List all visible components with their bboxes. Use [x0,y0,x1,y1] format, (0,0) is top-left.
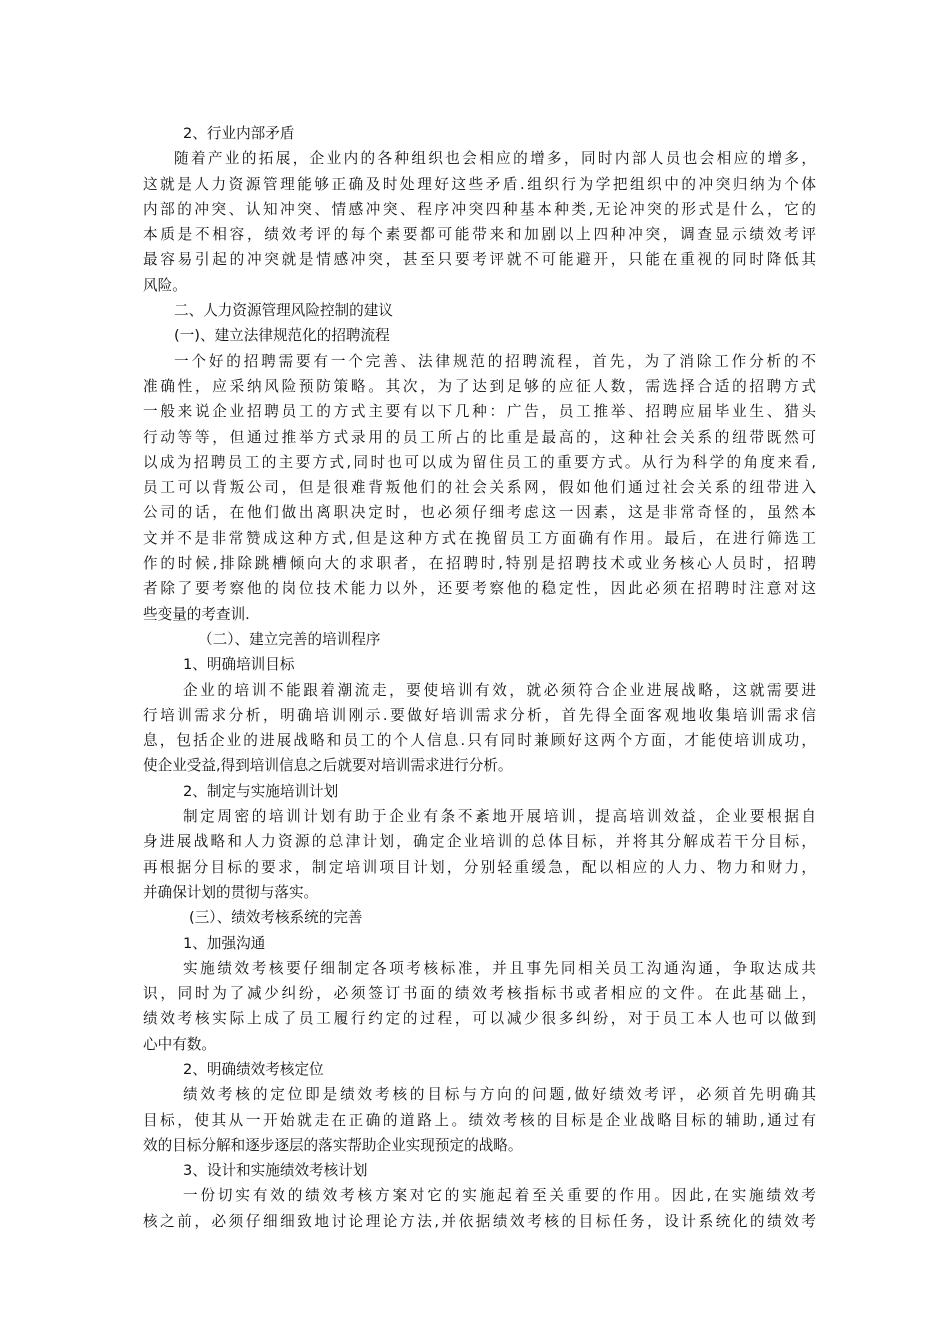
paragraph-line: 企业的培训不能跟着潮流走，要使培训有效，就必须符合企业进展战略，这就需要进 [183,681,816,699]
paragraph-line: 作的时候,排除跳槽倾向大的求职者，在招聘时,特别是招聘技术或业务核心人员时，招聘 [143,555,816,573]
paragraph-line: 识，同时为了减少纠纷，必须签订书面的绩效考核指标书或者相应的文件。在此基础上， [143,985,816,1003]
heading-subsection-2: （二）、建立完善的培训程序 [198,630,381,648]
heading-subsection-3: (三）、绩效考核系统的完善 [189,909,363,927]
heading-positioning: 2、明确绩效考核定位 [183,1060,324,1078]
paragraph-line: 准确性，应采纳风险预防策略。其次，为了达到足够的应征人数，需选择合适的招聘方式 [143,377,816,395]
paragraph-line: 内部的冲突、认知冲突、情感冲突、程序冲突四种基本种类,无论冲突的形式是什么，它的 [143,200,816,218]
paragraph-line: 以成为招聘员工的主要方式,同时也可以成为留住员工的重要方式。从行为科学的角度来看, [143,453,816,471]
paragraph-line: 一个好的招聘需要有一个完善、法律规范的招聘流程，首先，为了消除工作分析的不 [174,352,816,370]
paragraph-line: 这就是人力资源管理能够正确及时处理好这些矛盾.组织行为学把组织中的冲突归纳为个体 [143,175,816,193]
paragraph-line: 些变量的考查训. [143,605,250,623]
paragraph-line: 文并不是非常赞成这种方式,但是这种方式在挽留员工方面确有作用。最后，在进行筛选工 [143,529,816,547]
paragraph-line: 公司的话，在他们做出离职决定时，也必须仔细考虑这一因素，这是非常奇怪的，虽然本 [143,504,816,522]
heading-assessment-plan: 3、设计和实施绩效考核计划 [183,1162,368,1180]
paragraph-line: 随着产业的拓展，企业内的各种组织也会相应的增多，同时内部人员也会相应的增多， [174,150,816,168]
paragraph-line: 息，包括企业的进展战略和员工的个人信息.只有同时兼顾好这两个方面，才能使培训成功， [143,732,816,750]
paragraph-line: 一份切实有效的绩效考核方案对它的实施起着至关重要的作用。因此,在实施绩效考 [183,1187,816,1205]
document-page [143,121,816,1234]
paragraph-line: 绩效考核实际上成了员工履行约定的过程，可以减少很多纠纷，对于员工本人也可以做到 [143,1010,816,1028]
paragraph-line: 再根据分目标的要求，制定培训项目计划，分别轻重缓急，配以相应的人力、物力和财力， [143,858,816,876]
paragraph-line: 本质是不相容，绩效考评的每个素要都可能带来和加剧以上四种冲突，调查显示绩效考评 [143,226,816,244]
paragraph-line: 目标，使其从一开始就走在正确的道路上。绩效考核的目标是企业战略目标的辅助,通过有 [143,1111,816,1129]
paragraph-line: 行培训需求分析，明确培训刚示.要做好培训需求分析，首先得全面客观地收集培训需求信 [143,706,816,724]
paragraph-line: 一般来说企业招聘员工的方式主要有以下几种：广告，员工推举、招聘应届毕业生、猎头 [143,403,816,421]
paragraph-line: 绩效考核的定位即是绩效考核的目标与方向的问题,做好绩效考评，必须首先明确其 [183,1086,816,1104]
paragraph-line: 员工可以背叛公司，但是很难背叛他们的社会关系网，假如他们通过社会关系的纽带进入 [143,479,816,497]
heading-industry-conflict: 2、行业内部矛盾 [183,125,295,142]
paragraph-line: 最容易引起的冲突就是情感冲突，甚至只要考评就不可能避开，只能在重视的同时降低其 [143,251,816,269]
paragraph-line: 效的目标分解和逐步逐层的落实帮助企业实现预定的战略。 [143,1136,523,1154]
paragraph-line: 使企业受益,得到培训信息之后就要对培训需求进行分析。 [143,757,513,775]
heading-training-goal: 1、明确培训目标 [183,656,295,674]
paragraph-line: 核之前，必须仔细细致地讨论理论方法,并依据绩效考核的目标任务，设计系统化的绩效考 [143,1212,816,1230]
heading-section-2: 二、人力资源管理风险控制的建议 [174,302,393,320]
heading-training-plan: 2、制定与实施培训计划 [183,782,339,800]
paragraph-line: 风险。 [143,276,187,294]
paragraph-line: 者除了要考察他的岗位技术能力以外，还要考察他的稳定性，因此必须在招聘时注意对这 [143,580,816,598]
paragraph-line: 身进展战略和人力资源的总津计划，确定企业培训的总体目标，并将其分解成若干分目标， [143,833,816,851]
paragraph-line: 心中有数。 [143,1035,216,1053]
paragraph-line: 实施绩效考核要仔细制定各项考核标准，并且事先同相关员工沟通沟通，争取达成共 [183,959,816,977]
paragraph-line: 并确保计划的贯彻与落实。 [143,883,319,901]
heading-communication: 1、加强沟通 [183,934,266,952]
heading-subsection-1: (一)、建立法律规范化的招聘流程 [174,327,390,345]
paragraph-line: 制定周密的培训计划有助于企业有条不紊地开展培训，提高培训效益，企业要根据自 [183,808,816,826]
paragraph-line: 行动等等，但通过推举方式录用的员工所占的比重是最高的，这种社会关系的纽带既然可 [143,428,816,446]
